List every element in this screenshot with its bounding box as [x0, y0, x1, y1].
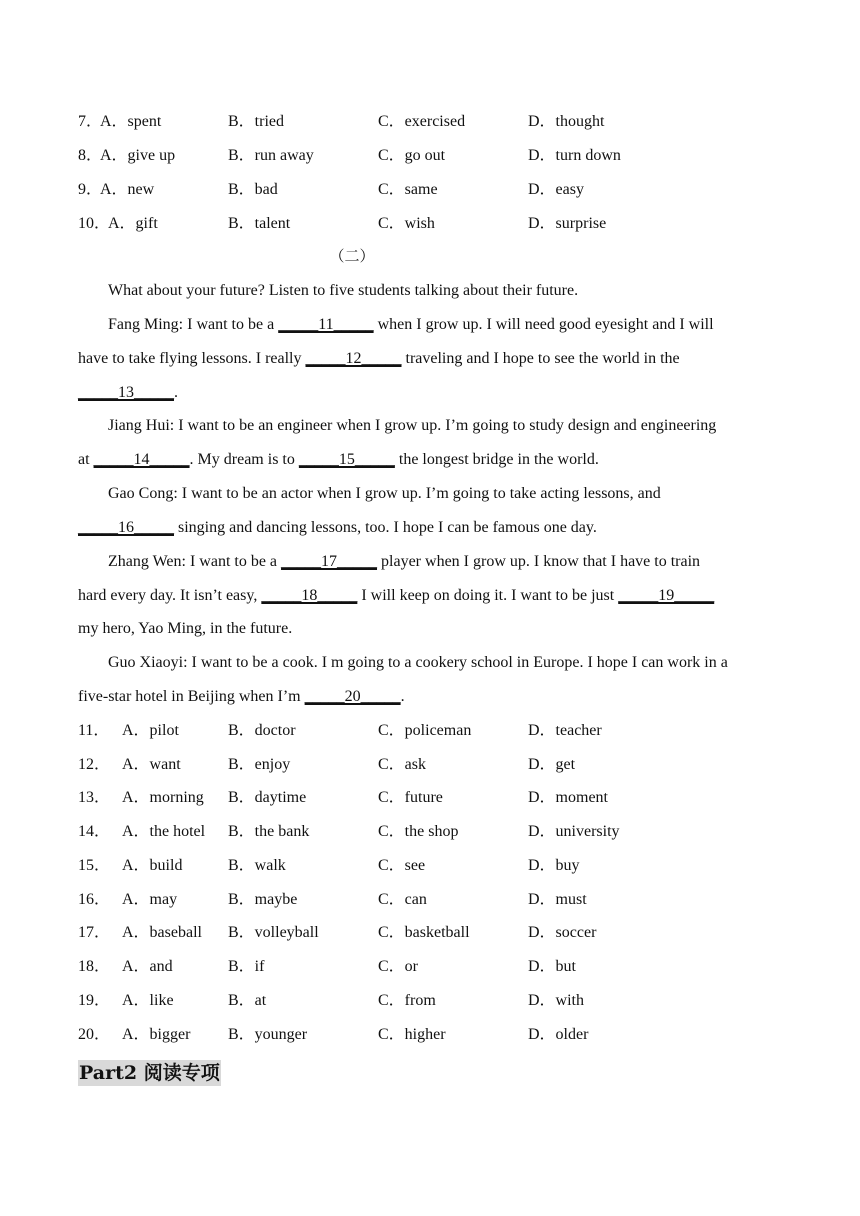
question-18-options — [78, 956, 778, 978]
passage-line — [78, 382, 783, 404]
option-d: D．soccer — [528, 924, 597, 941]
option-c: C．ask — [378, 756, 427, 773]
option-c: C．the shop — [378, 823, 459, 840]
option-c: C．or — [378, 958, 419, 975]
option-d: D．easy — [528, 181, 584, 198]
question-number: 15． — [78, 857, 111, 874]
passage-line — [78, 585, 783, 607]
option-b: B．talent — [228, 215, 291, 232]
option-b: B．the bank — [228, 823, 310, 840]
option-a: A．baseball — [122, 924, 202, 941]
question-number: 20． — [78, 1026, 111, 1043]
passage-text: . — [400, 688, 405, 705]
option-b: B．bad — [228, 181, 278, 198]
option-c: C．exercised — [378, 113, 466, 130]
passage-text: . — [174, 384, 178, 401]
option-a: A．and — [122, 958, 173, 975]
option-b: B．volleyball — [228, 924, 319, 941]
blank-13: _____13_____ — [78, 384, 174, 401]
option-d: D．but — [528, 958, 577, 975]
passage-line — [78, 348, 783, 370]
option-d: D．older — [528, 1026, 589, 1043]
option-b: B．at — [228, 992, 267, 1009]
passage-line — [78, 517, 783, 539]
question-number: 8． — [78, 147, 103, 164]
option-a: A．morning — [122, 789, 204, 806]
blank-15: _____15_____ — [298, 451, 395, 468]
option-a: A．bigger — [122, 1026, 191, 1043]
option-a: A．want — [122, 756, 181, 773]
passage-line: Gao Cong: I want to be an actor when I grow up. I’m going to take acting lessons, and — [108, 485, 661, 502]
question-11-options — [78, 720, 778, 742]
option-d: D．buy — [528, 857, 580, 874]
option-c: C．policeman — [378, 722, 472, 739]
option-a: A．the hotel — [122, 823, 206, 840]
option-b: B．daytime — [228, 789, 307, 806]
passage-text: singing and dancing lessons, too. I hope I can be famous one day. — [174, 519, 597, 536]
passage-text: Zhang Wen: I want to be a — [108, 553, 282, 570]
passage-line: Jiang Hui: I want to be an engineer when I grow up. I’m going to study design and engineering — [108, 417, 717, 434]
option-c: C．future — [378, 789, 443, 806]
passage-text: player when I grow up. I know that I have to train — [377, 553, 701, 570]
option-d: D．turn down — [528, 147, 621, 164]
question-13-options — [78, 787, 778, 809]
option-d: D．thought — [528, 113, 605, 130]
blank-12: _____12_____ — [305, 350, 402, 367]
option-c: C．from — [378, 992, 436, 1009]
option-d: D．must — [528, 891, 587, 908]
question-15-options — [78, 855, 778, 877]
passage-line: Guo Xiaoyi: I want to be a cook. I m going to a cookery school in Europe. I hope I can work in a — [108, 654, 728, 671]
question-17-options — [78, 922, 778, 944]
question-16-options — [78, 889, 778, 911]
question-number: 12． — [78, 756, 111, 773]
passage-text: have to take flying lessons. I really — [78, 350, 306, 367]
question-number: 10． — [78, 215, 111, 232]
option-c: C．can — [378, 891, 427, 908]
passage-text: five-star hotel in Beijing when I’m — [78, 688, 305, 705]
option-b: B．if — [228, 958, 265, 975]
question-12-options — [78, 754, 778, 776]
passage-intro: What about your future? Listen to five students talking about their future. — [108, 282, 579, 299]
option-b: B．enjoy — [228, 756, 291, 773]
option-b: B．run away — [228, 147, 314, 164]
question-8-options — [78, 145, 778, 167]
question-20-options — [78, 1024, 778, 1046]
option-a: A．build — [122, 857, 183, 874]
option-d: D．university — [528, 823, 620, 840]
question-number: 16． — [78, 891, 111, 908]
option-d: D．teacher — [528, 722, 602, 739]
passage-text: when I grow up. I will need good eyesight and I will — [373, 316, 714, 333]
passage-text: . My dream is to — [189, 451, 299, 468]
option-b: B．younger — [228, 1026, 308, 1043]
option-c: C．see — [378, 857, 426, 874]
option-a: A．gift — [108, 215, 158, 232]
blank-20: _____20_____ — [304, 688, 401, 705]
part2-heading: Part2 阅读专项 — [79, 1062, 220, 1084]
passage-text: traveling and I hope to see the world in the — [401, 350, 680, 367]
question-number: 18． — [78, 958, 111, 975]
passage-line — [108, 314, 813, 336]
passage-text: Fang Ming: I want to be a — [108, 316, 279, 333]
option-d: D．with — [528, 992, 585, 1009]
passage-line — [78, 686, 783, 708]
option-c: C．wish — [378, 215, 435, 232]
question-number: 7． — [78, 113, 103, 130]
passage-text: at — [78, 451, 94, 468]
option-c: C．go out — [378, 147, 446, 164]
question-7-options — [78, 111, 778, 133]
option-d: D．get — [528, 756, 576, 773]
question-number: 13． — [78, 789, 111, 806]
option-c: C．higher — [378, 1026, 446, 1043]
option-a: A．new — [100, 181, 155, 198]
option-a: A．like — [122, 992, 174, 1009]
question-number: 17． — [78, 924, 111, 941]
question-number: 19． — [78, 992, 111, 1009]
question-number: 11． — [78, 722, 110, 739]
option-a: A．pilot — [122, 722, 179, 739]
option-b: B．doctor — [228, 722, 296, 739]
section-title — [0, 245, 700, 267]
passage-text: hard every day. It isn’t easy, — [78, 587, 262, 604]
question-14-options — [78, 821, 778, 843]
option-b: B．tried — [228, 113, 284, 130]
blank-19: _____19_____ — [618, 587, 715, 604]
question-9-options — [78, 179, 778, 201]
blank-11: _____11_____ — [278, 316, 374, 333]
option-b: B．maybe — [228, 891, 298, 908]
blank-18: _____18_____ — [261, 587, 358, 604]
blank-14: _____14_____ — [93, 451, 190, 468]
section-2-heading: （二） — [329, 247, 375, 265]
blank-16: _____16_____ — [78, 519, 174, 536]
passage-line: my hero, Yao Ming, in the future. — [78, 620, 293, 637]
passage-text: I will keep on doing it. I want to be just — [357, 587, 619, 604]
option-a: A．may — [122, 891, 178, 908]
question-number: 9． — [78, 181, 103, 198]
option-a: A．give up — [100, 147, 176, 164]
blank-17: _____17_____ — [281, 553, 378, 570]
question-19-options — [78, 990, 778, 1012]
option-d: D．moment — [528, 789, 608, 806]
option-b: B．walk — [228, 857, 286, 874]
question-10-options — [78, 213, 778, 235]
option-c: C．basketball — [378, 924, 470, 941]
passage-text: the longest bridge in the world. — [394, 451, 599, 468]
passage-line — [78, 449, 783, 471]
option-d: D．surprise — [528, 215, 607, 232]
question-number: 14． — [78, 823, 111, 840]
option-c: C．same — [378, 181, 438, 198]
passage-line — [108, 551, 813, 573]
option-a: A．spent — [100, 113, 162, 130]
